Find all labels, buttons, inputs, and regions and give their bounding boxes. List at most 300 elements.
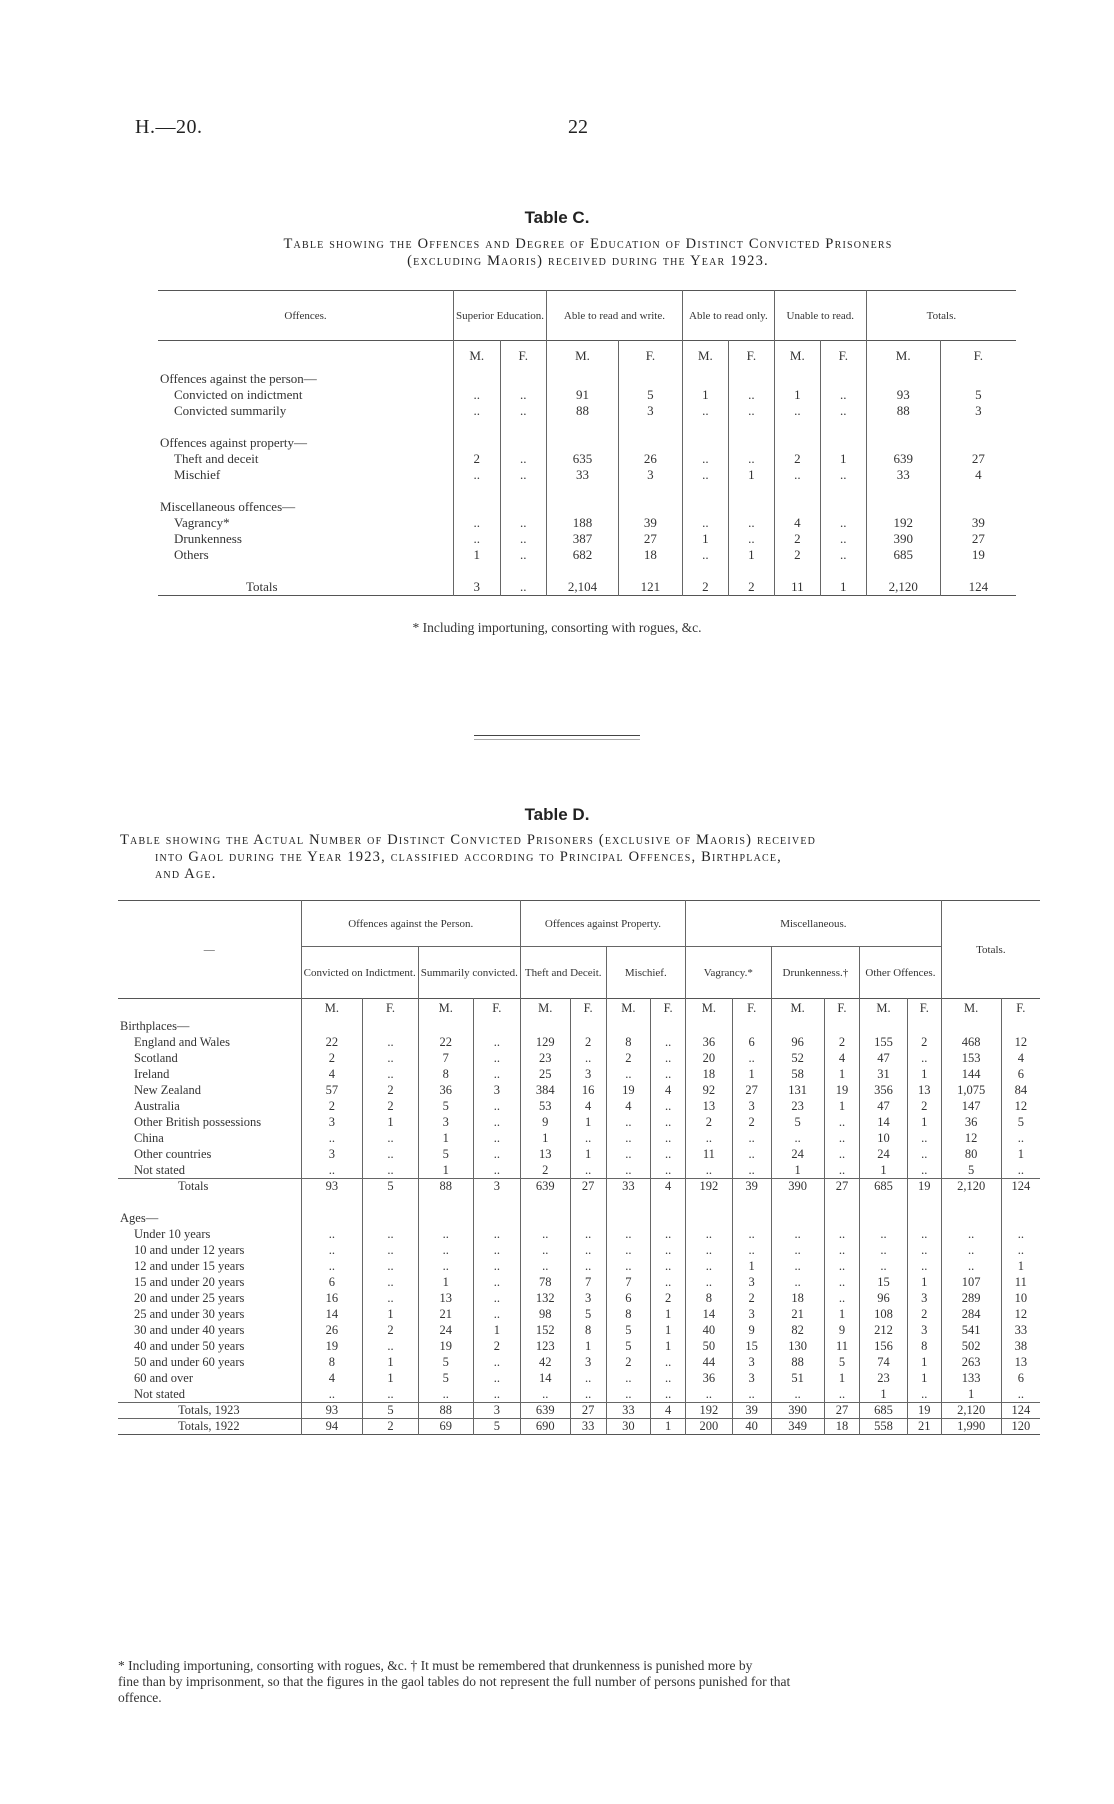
table-cell: 3	[618, 403, 682, 419]
table-cell: 6	[1001, 1067, 1040, 1083]
row-label: New Zealand	[134, 1083, 201, 1097]
empty-cell	[941, 1195, 1001, 1211]
table-cell: 4	[774, 515, 820, 531]
row-label: 20 and under 25 years	[134, 1291, 245, 1305]
row-label: China	[134, 1131, 164, 1145]
empty-cell	[547, 419, 619, 435]
table-cell: 10	[860, 1131, 908, 1147]
table-cell: 2	[363, 1083, 418, 1099]
table-cell: ..	[651, 1387, 686, 1403]
empty-cell	[824, 1195, 859, 1211]
table-cell: 57	[301, 1083, 363, 1099]
table-row	[118, 1035, 1040, 1051]
table-cell: 284	[941, 1307, 1001, 1323]
total-cell: 33	[606, 1403, 651, 1419]
total-cell: 124	[1001, 1403, 1040, 1419]
empty-cell	[1001, 1019, 1040, 1035]
table-c-caption-line-1: Table showing the Offences and Degree of Education of Distinct Convicted Prisoners	[283, 236, 893, 252]
table-row	[118, 1339, 1040, 1355]
table-cell: 1	[418, 1131, 473, 1147]
table-cell: 9	[824, 1323, 859, 1339]
table-cell: ..	[651, 1355, 686, 1371]
table-cell: ..	[651, 1099, 686, 1115]
empty-cell	[606, 1195, 651, 1211]
female-subheader: F.	[363, 999, 418, 1019]
table-cell: 8	[418, 1067, 473, 1083]
table-cell: 1	[824, 1099, 859, 1115]
empty-cell	[682, 499, 728, 515]
table-cell: ..	[686, 1259, 733, 1275]
empty-cell	[473, 1211, 520, 1227]
table-cell: 132	[520, 1291, 570, 1307]
total-cell: 4	[651, 1179, 686, 1195]
table-cell: ..	[473, 1227, 520, 1243]
empty-cell	[363, 1211, 418, 1227]
empty-cell	[500, 483, 547, 499]
total-cell: 69	[418, 1419, 473, 1435]
table-cell: ..	[570, 1163, 606, 1179]
row-label: 50 and under 60 years	[134, 1355, 245, 1369]
table-cell: 1	[824, 1307, 859, 1323]
table-cell: 23	[860, 1371, 908, 1387]
row-label: Other countries	[134, 1147, 212, 1161]
table-cell: 2	[606, 1051, 651, 1067]
total-cell: 94	[301, 1419, 363, 1435]
table-row	[118, 1083, 1040, 1099]
table-cell: 4	[824, 1051, 859, 1067]
column-summarily: Summarily convicted.	[418, 947, 520, 999]
table-cell: 58	[771, 1067, 824, 1083]
table-cell: ..	[728, 387, 774, 403]
table-cell: 1	[570, 1115, 606, 1131]
totals-row	[118, 1419, 1040, 1435]
empty-cell	[820, 499, 866, 515]
column-superior-education: Superior Education.	[454, 291, 547, 341]
empty-cell	[820, 419, 866, 435]
male-subheader: M.	[682, 341, 728, 371]
table-cell: ..	[651, 1035, 686, 1051]
empty-cell	[618, 483, 682, 499]
table-cell: 2	[454, 451, 500, 467]
table-cell: ..	[473, 1307, 520, 1323]
total-cell: ..	[500, 579, 547, 596]
table-cell: 3	[732, 1371, 771, 1387]
empty-cell	[418, 1195, 473, 1211]
table-cell: ..	[473, 1371, 520, 1387]
table-cell: ..	[301, 1131, 363, 1147]
table-cell: 88	[547, 403, 619, 419]
table-cell: 3	[940, 403, 1016, 419]
table-cell: 356	[860, 1083, 908, 1099]
total-cell: 39	[732, 1403, 771, 1419]
table-cell: 12	[1001, 1307, 1040, 1323]
table-cell: 188	[547, 515, 619, 531]
female-subheader: F.	[940, 341, 1016, 371]
table-cell: ..	[301, 1227, 363, 1243]
table-cell: 8	[606, 1035, 651, 1051]
table-cell: 1	[454, 547, 500, 563]
table-cell: ..	[651, 1051, 686, 1067]
table-cell: ..	[651, 1067, 686, 1083]
table-d-footnote-2: fine than by imprisonment, so that the figures in the gaol tables do not represent the full number of persons punished for that	[118, 1674, 791, 1689]
totals-label: Totals	[118, 1179, 301, 1195]
male-subheader: M.	[606, 999, 651, 1019]
table-cell: ..	[363, 1067, 418, 1083]
female-subheader: F.	[820, 341, 866, 371]
table-cell: ..	[651, 1275, 686, 1291]
total-cell: 124	[940, 579, 1016, 596]
empty-cell	[860, 1019, 908, 1035]
table-cell: ..	[418, 1243, 473, 1259]
table-cell: 3	[732, 1099, 771, 1115]
table-cell: 36	[941, 1115, 1001, 1131]
table-cell: 2	[570, 1035, 606, 1051]
total-cell: 39	[732, 1179, 771, 1195]
column-group-miscellaneous: Miscellaneous.	[686, 901, 942, 947]
table-cell: 2	[732, 1115, 771, 1131]
table-cell: ..	[473, 1051, 520, 1067]
male-subheader: M.	[771, 999, 824, 1019]
table-cell: 47	[860, 1051, 908, 1067]
table-cell: ..	[907, 1227, 941, 1243]
empty-cell	[866, 419, 940, 435]
table-cell: 152	[520, 1323, 570, 1339]
table-cell: ..	[363, 1131, 418, 1147]
empty-cell	[363, 1195, 418, 1211]
table-cell: 144	[941, 1067, 1001, 1083]
table-row	[118, 1163, 1040, 1179]
total-cell: 93	[301, 1179, 363, 1195]
table-cell: 3	[732, 1275, 771, 1291]
table-cell: 8	[686, 1291, 733, 1307]
mf-header-row	[158, 341, 1016, 371]
table-cell: 7	[418, 1051, 473, 1067]
table-cell: 39	[940, 515, 1016, 531]
total-cell: 27	[824, 1179, 859, 1195]
table-cell: 27	[618, 531, 682, 547]
table-cell: 8	[606, 1307, 651, 1323]
column-drunkenness: Drunkenness.†	[771, 947, 860, 999]
male-subheader: M.	[866, 341, 940, 371]
empty-cell	[520, 1211, 570, 1227]
table-row	[118, 1275, 1040, 1291]
table-cell: ..	[473, 1259, 520, 1275]
female-subheader: F.	[1001, 999, 1040, 1019]
empty-cell	[686, 1211, 733, 1227]
table-cell: 53	[520, 1099, 570, 1115]
male-subheader: M.	[454, 341, 500, 371]
table-cell: ..	[570, 1371, 606, 1387]
empty-cell	[771, 1211, 824, 1227]
table-cell: 502	[941, 1339, 1001, 1355]
table-cell: ..	[651, 1163, 686, 1179]
empty-cell	[1001, 1195, 1040, 1211]
total-cell: 88	[418, 1179, 473, 1195]
male-subheader: M.	[941, 999, 1001, 1019]
total-cell: 558	[860, 1419, 908, 1435]
empty-cell	[728, 435, 774, 451]
table-cell: ..	[1001, 1131, 1040, 1147]
empty-cell	[907, 1195, 941, 1211]
empty-cell	[454, 371, 500, 387]
table-cell: 289	[941, 1291, 1001, 1307]
row-label: 30 and under 40 years	[134, 1323, 245, 1337]
table-cell: ..	[606, 1259, 651, 1275]
table-cell: ..	[454, 515, 500, 531]
column-mischief: Mischief.	[606, 947, 685, 999]
table-cell: 50	[686, 1339, 733, 1355]
table-cell: 5	[618, 387, 682, 403]
table-cell: 6	[732, 1035, 771, 1051]
empty-cell	[820, 483, 866, 499]
empty-cell	[1001, 1211, 1040, 1227]
table-cell: ..	[907, 1051, 941, 1067]
table-cell: 3	[570, 1291, 606, 1307]
table-cell: ..	[454, 403, 500, 419]
total-cell: 639	[520, 1403, 570, 1419]
table-cell: 468	[941, 1035, 1001, 1051]
total-cell: 18	[824, 1419, 859, 1435]
empty-cell	[728, 483, 774, 499]
column-theft: Theft and Deceit.	[520, 947, 606, 999]
table-cell: ..	[907, 1243, 941, 1259]
empty-cell	[682, 435, 728, 451]
empty-cell	[570, 1211, 606, 1227]
table-cell: ..	[907, 1163, 941, 1179]
row-label: Not stated	[134, 1162, 186, 1177]
table-cell: 1	[1001, 1259, 1040, 1275]
table-cell: ..	[363, 1387, 418, 1403]
empty-cell	[732, 1211, 771, 1227]
total-cell: 93	[301, 1403, 363, 1419]
table-cell: 12	[1001, 1035, 1040, 1051]
table-cell: 4	[651, 1083, 686, 1099]
table-cell: ..	[570, 1259, 606, 1275]
table-cell: 1	[651, 1307, 686, 1323]
table-cell: 2	[732, 1291, 771, 1307]
total-cell: 349	[771, 1419, 824, 1435]
group-heading-row	[158, 371, 1016, 387]
table-cell: ..	[941, 1227, 1001, 1243]
empty-cell	[682, 483, 728, 499]
table-cell: 15	[860, 1275, 908, 1291]
table-cell: 6	[301, 1275, 363, 1291]
row-label: 60 and over	[134, 1371, 194, 1385]
empty-cell	[301, 1195, 363, 1211]
male-subheader: M.	[301, 999, 363, 1019]
table-cell: ..	[907, 1387, 941, 1403]
empty-cell	[732, 1195, 771, 1211]
table-cell: 14	[686, 1307, 733, 1323]
empty-cell	[651, 1019, 686, 1035]
total-cell: 690	[520, 1419, 570, 1435]
table-row	[118, 1227, 1040, 1243]
table-cell: 192	[866, 515, 940, 531]
table-cell: 5	[1001, 1115, 1040, 1131]
table-row	[118, 1387, 1040, 1403]
table-cell: 7	[570, 1275, 606, 1291]
empty-cell	[618, 435, 682, 451]
empty-cell	[820, 371, 866, 387]
column-read-and-write: Able to read and write.	[547, 291, 683, 341]
table-cell: ..	[473, 1035, 520, 1051]
table-cell: ..	[732, 1131, 771, 1147]
table-c-caption-line-2: (excluding Maoris) received during the Year 1923.	[407, 253, 769, 269]
table-cell: 2	[301, 1051, 363, 1067]
table-cell: 21	[418, 1307, 473, 1323]
table-cell: ..	[363, 1035, 418, 1051]
table-row	[118, 1131, 1040, 1147]
empty-cell	[547, 371, 619, 387]
table-cell: 23	[520, 1051, 570, 1067]
table-cell: ..	[651, 1147, 686, 1163]
table-cell: ..	[771, 1259, 824, 1275]
table-cell: ..	[500, 547, 547, 563]
table-cell: 80	[941, 1147, 1001, 1163]
table-cell: 88	[771, 1355, 824, 1371]
table-cell: ..	[682, 515, 728, 531]
table-cell: 13	[1001, 1355, 1040, 1371]
table-cell: ..	[941, 1259, 1001, 1275]
total-cell: 40	[732, 1419, 771, 1435]
table-cell: 7	[606, 1275, 651, 1291]
table-cell: 22	[418, 1035, 473, 1051]
table-c-container	[158, 290, 1016, 596]
table-cell: ..	[824, 1131, 859, 1147]
table-cell: 1	[363, 1307, 418, 1323]
table-cell: 1	[418, 1275, 473, 1291]
table-cell: ..	[651, 1259, 686, 1275]
row-label: 40 and under 50 years	[134, 1339, 245, 1353]
table-cell: 4	[940, 467, 1016, 483]
male-subheader: M.	[860, 999, 908, 1019]
table-cell: 8	[907, 1339, 941, 1355]
empty-cell	[520, 1195, 570, 1211]
table-cell: ..	[820, 515, 866, 531]
table-cell: 19	[824, 1083, 859, 1099]
table-cell: 9	[520, 1115, 570, 1131]
table-cell: 2	[686, 1115, 733, 1131]
table-cell: 84	[1001, 1083, 1040, 1099]
row-label: 12 and under 15 years	[134, 1259, 245, 1273]
table-d-caption-line-2: into Gaol during the Year 1923, classified according to Principal Offences, Birthplace,	[155, 849, 782, 865]
table-cell: ..	[473, 1147, 520, 1163]
female-subheader: F.	[728, 341, 774, 371]
table-cell: 3	[570, 1067, 606, 1083]
table-cell: ..	[500, 403, 547, 419]
table-cell: ..	[301, 1387, 363, 1403]
table-cell: 2	[907, 1307, 941, 1323]
table-cell: ..	[363, 1147, 418, 1163]
table-cell: ..	[363, 1291, 418, 1307]
table-cell: ..	[728, 531, 774, 547]
total-cell: 88	[418, 1403, 473, 1419]
column-unable-to-read: Unable to read.	[774, 291, 866, 341]
total-cell: 33	[570, 1419, 606, 1435]
table-cell: ..	[774, 403, 820, 419]
empty-cell	[774, 563, 820, 579]
empty-cell	[774, 419, 820, 435]
table-cell: 20	[686, 1051, 733, 1067]
column-vagrancy: Vagrancy.*	[686, 947, 772, 999]
table-cell: ..	[606, 1115, 651, 1131]
table-cell: 2	[824, 1035, 859, 1051]
table-cell: 387	[547, 531, 619, 547]
table-cell: 24	[860, 1147, 908, 1163]
table-cell: ..	[771, 1131, 824, 1147]
table-row	[158, 515, 1016, 531]
empty-cell	[686, 1195, 733, 1211]
table-cell: ..	[651, 1131, 686, 1147]
table-cell: 1	[732, 1259, 771, 1275]
table-cell: ..	[907, 1147, 941, 1163]
table-cell: ..	[651, 1227, 686, 1243]
table-cell: 44	[686, 1355, 733, 1371]
table-cell: 390	[866, 531, 940, 547]
table-cell: ..	[860, 1243, 908, 1259]
table-cell: 2	[363, 1099, 418, 1115]
totals-label: Totals	[246, 578, 278, 594]
table-cell: ..	[606, 1371, 651, 1387]
empty-cell	[651, 1195, 686, 1211]
table-cell: 2	[520, 1163, 570, 1179]
table-cell: 5	[606, 1323, 651, 1339]
female-subheader: F.	[473, 999, 520, 1019]
female-subheader: F.	[500, 341, 547, 371]
table-row	[158, 467, 1016, 483]
table-cell: 131	[771, 1083, 824, 1099]
spacer-row	[158, 563, 1016, 579]
total-cell: 4	[651, 1403, 686, 1419]
empty-cell	[454, 419, 500, 435]
table-cell: 123	[520, 1339, 570, 1355]
table-cell: 1	[682, 531, 728, 547]
table-cell: 15	[732, 1339, 771, 1355]
empty-cell	[940, 499, 1016, 515]
table-cell: ..	[651, 1243, 686, 1259]
table-cell: ..	[824, 1275, 859, 1291]
table-cell: ..	[1001, 1227, 1040, 1243]
total-cell: 390	[771, 1403, 824, 1419]
empty-cell	[941, 1019, 1001, 1035]
total-cell: 2	[363, 1419, 418, 1435]
totals-row	[118, 1179, 1040, 1195]
table-cell: 18	[686, 1067, 733, 1083]
table-cell: ..	[606, 1067, 651, 1083]
table-cell: ..	[500, 451, 547, 467]
empty-cell	[774, 499, 820, 515]
table-cell: ..	[363, 1259, 418, 1275]
table-cell: 2	[363, 1323, 418, 1339]
empty-cell	[454, 435, 500, 451]
table-cell: ..	[1001, 1163, 1040, 1179]
row-label: Ireland	[134, 1067, 170, 1081]
table-cell: 26	[618, 451, 682, 467]
table-row	[118, 1099, 1040, 1115]
table-cell: 40	[686, 1323, 733, 1339]
empty-cell	[940, 435, 1016, 451]
empty-cell	[473, 1195, 520, 1211]
row-label: Other British possessions	[134, 1115, 262, 1129]
table-cell: 3	[301, 1115, 363, 1131]
table-cell: ..	[728, 451, 774, 467]
table-cell: ..	[824, 1227, 859, 1243]
table-cell: 639	[866, 451, 940, 467]
table-cell: 27	[940, 451, 1016, 467]
table-cell: 1	[860, 1163, 908, 1179]
table-cell: 5	[824, 1355, 859, 1371]
table-cell: ..	[1001, 1243, 1040, 1259]
